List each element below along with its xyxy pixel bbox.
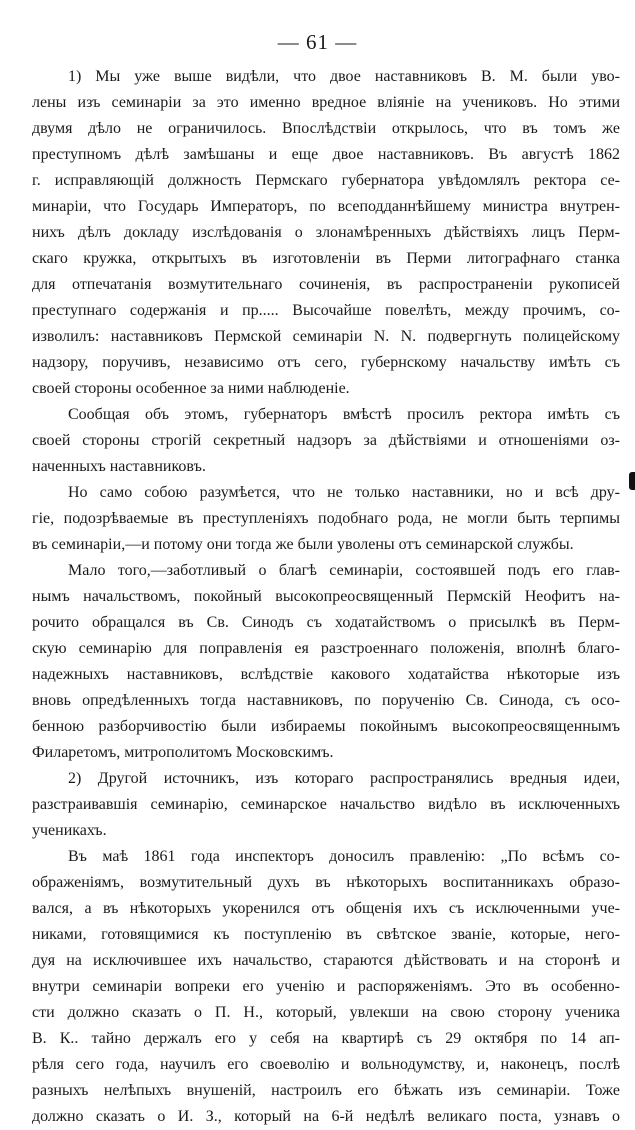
text-line: внутри семинаріи вопреки его ученію и распоряженіямъ. Это въ особенно- xyxy=(32,978,620,995)
text-line: минаріи, что Государь Императоръ, по всеподданнѣйшему министра внутрен- xyxy=(32,198,620,215)
text-line: для отпечатанія возмутительнаго сочиненія, въ распространеніи рукописей xyxy=(32,276,620,293)
text-line: сти должно сказать о П. Н., который, увлекши на свою сторону ученика xyxy=(32,1004,620,1021)
text-line: Но само собою разумѣется, что не только наставники, но и всѣ дру- xyxy=(68,484,620,501)
page-number: — 61 — xyxy=(277,30,358,54)
text-line: 2) Другой источникъ, изъ котораго распространялись вредныя идеи, xyxy=(68,770,620,787)
text-line: преступномъ дѣлѣ замѣшаны и еще двое наставниковъ. Въ августѣ 1862 xyxy=(32,146,620,163)
text-line: своей стороны особенное за ними наблюденіе. xyxy=(32,380,350,397)
text-line: нымъ начальствомъ, покойный высокопреосвященный Пермскій Неофитъ на- xyxy=(32,588,620,605)
text-line: дуя на исключившее ихъ начальство, стараются дѣйствовать и на сторонѣ и xyxy=(32,952,620,969)
text-line: своей стороны строгій секретный надзоръ за дѣйствіями и отношеніями оз- xyxy=(32,432,620,449)
text-line: двумя дѣло не ограничилось. Впослѣдствіи открылось, что въ томъ же xyxy=(32,120,620,137)
text-line: нихъ дѣлъ докладу изслѣдованія о злонамѣренныхъ дѣйствіяхъ лицъ Перм- xyxy=(32,224,620,241)
text-line: В. К.. тайно держалъ его у себя на квартирѣ съ 29 октября по 14 ап- xyxy=(32,1030,620,1047)
text-line: изволилъ: наставниковъ Пермской семинаріи N. N. подвергнуть полицейскому xyxy=(32,328,620,345)
text-line: разстраивавшія семинарію, семинарское начальство видѣло въ исключенныхъ xyxy=(32,796,620,813)
text-line: вновь опредѣленныхъ тогда наставниковъ, по порученію Св. Синода, съ осо- xyxy=(32,692,620,709)
text-line: скую семинарію для поправленія ея разстроеннаго положенія, вполнѣ благо- xyxy=(32,640,620,657)
text-line: преступнаго содержанія и пр..... Высочайше повелѣть, между прочимъ, со- xyxy=(32,302,620,319)
text-line: бенною разборчивостію были избираемы покойнымъ высокопреосвященнымъ xyxy=(32,718,620,735)
text-line: Филаретомъ, митрополитомъ Московскимъ. xyxy=(32,744,334,761)
page-edge-mark xyxy=(629,472,635,490)
text-line: 1) Мы уже выше видѣли, что двое наставниковъ В. М. были уво- xyxy=(68,68,620,85)
text-line: Въ маѣ 1861 года инспекторъ доносилъ правленію: „По всѣмъ со- xyxy=(68,848,620,865)
text-line: ображеніямъ, возмутительный духъ въ нѣкоторыхъ воспитанникахъ образо- xyxy=(32,874,620,891)
text-line: разныхъ нелѣпыхъ внушеній, настроилъ его бѣжать изъ семинаріи. Тоже xyxy=(32,1082,620,1099)
text-line: рѣля сего года, научилъ его своеволію и вольнодумству, и, наконецъ, послѣ xyxy=(32,1056,620,1073)
text-line: надзору, поручивъ, независимо отъ сего, губернскому начальству имѣть съ xyxy=(32,354,620,371)
text-line: надежныхъ наставниковъ, вслѣдствіе какового ходатайства нѣкоторые изъ xyxy=(32,666,620,683)
text-line: рочито обращался въ Св. Синодъ съ ходатайствомъ о присылкѣ въ Перм- xyxy=(32,614,620,631)
text-line: лены изъ семинаріи за это именно вредное вліяніе на учениковъ. Но этими xyxy=(32,94,620,111)
text-line: должно сказать о И. З., который на 6-й недѣлѣ великаго поста, узнавъ о xyxy=(32,1108,620,1125)
text-line: Сообщая объ этомъ, губернаторъ вмѣстѣ просилъ ректора имѣть съ xyxy=(68,406,620,423)
page-text xyxy=(32,64,620,1130)
text-line: наченныхъ наставниковъ. xyxy=(32,458,206,475)
text-line: Мало того,—заботливый о благѣ семинаріи, состоявшей подъ его глав- xyxy=(68,562,620,579)
text-line: гіе, подозрѣваемые въ преступленіяхъ подобнаго рода, не могли быть терпимы xyxy=(32,510,620,527)
text-line: скаго кружка, открытыхъ въ изготовленіи въ Перми литографнаго станка xyxy=(32,250,620,267)
text-line: вался, а въ нѣкоторыхъ укоренился отъ общенія ихъ съ исключенными уче- xyxy=(32,900,620,917)
text-line: г. исправляющій должность Пермскаго губернатора увѣдомлялъ ректора се- xyxy=(32,172,620,189)
text-line: никами, готовящимися къ поступленію въ свѣтское званіе, которые, него- xyxy=(32,926,620,943)
text-line: въ семинаріи,—и потому они тогда же были уволены отъ семинарской службы. xyxy=(32,536,574,553)
text-line: ученикахъ. xyxy=(32,822,107,839)
